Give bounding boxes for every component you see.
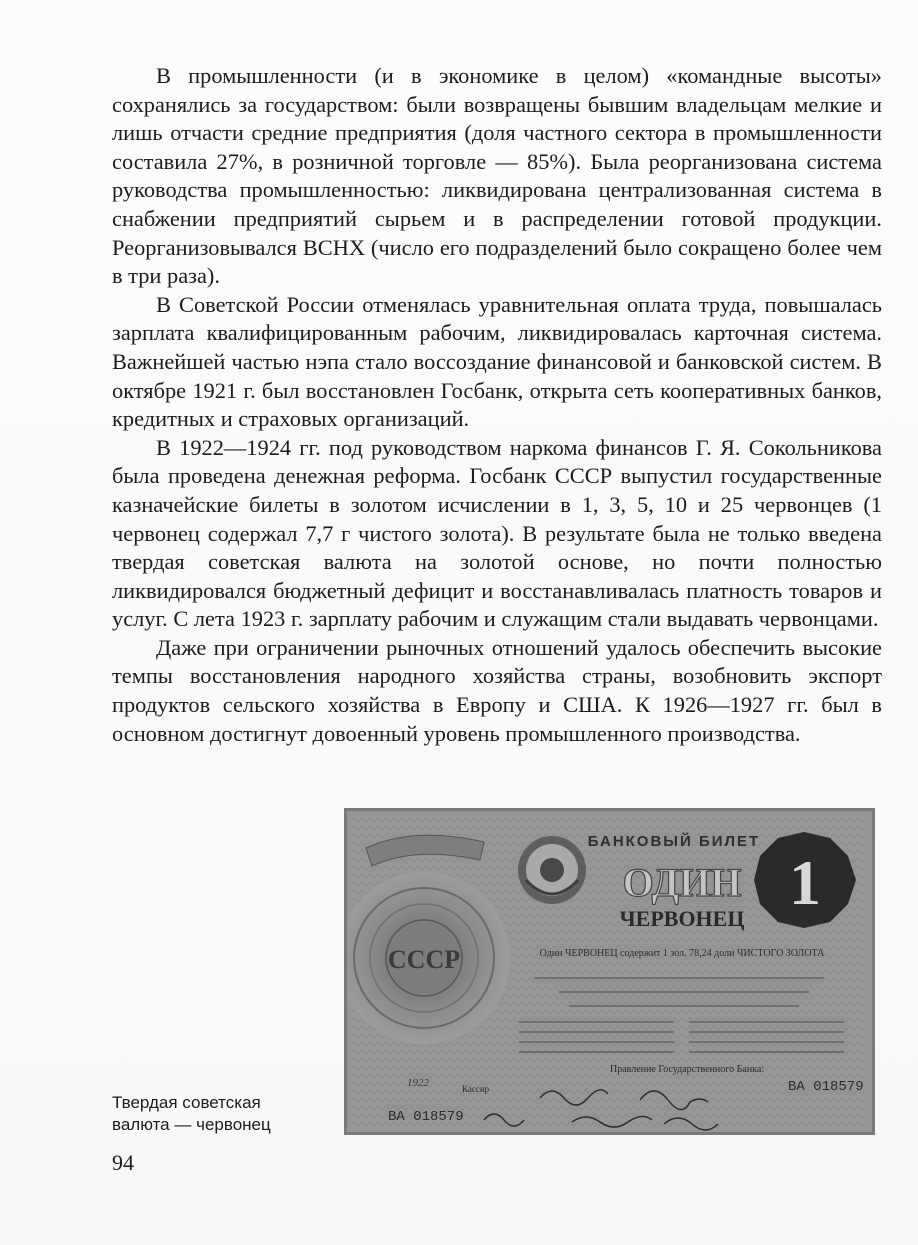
page-number: 94 [112, 1150, 134, 1175]
banknote-image [344, 808, 875, 1135]
body-text [112, 62, 882, 748]
cashier-text: Кассир [462, 1084, 490, 1094]
serial-number-left: ВА 018579 [388, 1109, 464, 1125]
emblem-letters: СССР [387, 945, 461, 974]
caption-line-1: Твердая советская [112, 1093, 261, 1112]
coat-of-arms-icon [518, 836, 586, 904]
banknote-currency: ЧЕРВОНЕЦ [619, 906, 745, 931]
figure-caption [112, 1092, 332, 1136]
bank-board-text: Правление Государственного Банка: [610, 1064, 765, 1075]
banknote-photo [344, 808, 875, 1135]
banknote-numeral: 1 [789, 847, 821, 918]
paragraph-3: В 1922—1924 гг. под руководством наркома финансов Г. Я. Сокольникова была проведена денежная реформа. Госбанк СССР выпустил государственные казначейские билеты в золотом исчислении в 1, 3, 5, 10 и 25 червонцев (1 червонец содержал 7,7 г чистого золота). В результате была не только введена твердая советская валюта на золотой основе, но почти полностью ликвидировался бюджетный дефицит и восстанавливалась платность товаров и услуг. С лета 1923 г. зарплату рабочим и служащим стали выдавать червонцами. [112, 434, 882, 632]
serial-number-right: ВА 018579 [788, 1079, 864, 1095]
paragraph-2: В Советской России отменялась уравнительная оплата труда, повышалась зарплата квалифицированным рабочим, ликвидировалась карточная система. Важнейшей частью нэпа стало воссоздание финансовой и банковской систем. В октябре 1921 г. был восстановлен Госбанк, открыта сеть кооперативных банков, кредитных и страховых организаций. [112, 291, 882, 432]
caption-line-2: валюта — червонец [112, 1115, 271, 1134]
banknote-denomination: ОДИН [622, 860, 742, 905]
banknote-year: 1922 [407, 1077, 429, 1089]
paragraph-4: Даже при ограничении рыночных отношений удалось обеспечить высокие темпы восстановления народного хозяйства страны, возобновить экспорт продуктов сельского хозяйства в Европу и США. К 1926—1927 гг. был в основном достигнут довоенный уровень промышленного производства. [112, 634, 882, 746]
gold-content-text: Один ЧЕРВОНЕЦ содержит 1 зол. 78,24 доли ЧИСТОГО ЗОЛОТА [539, 948, 825, 959]
paragraph-1: В промышленности (и в экономике в целом) «командные высоты» сохранялись за государством: были возвращены бывшим владельцам мелкие и лишь отчасти средние предприятия (доля частного сектора в промышленности составила 27%, в розничной торговле — 85%). Была реорганизована система руководства промышленностью: ликвидирована централизованная система в снабжении предприятий сырьем и в распределении готовой продукции. Реорганизовывался ВСНХ (число его подразделений было сокращено более чем в три раза). [112, 63, 882, 289]
banknote-header: БАНКОВЫЙ БИЛЕТ [587, 833, 761, 850]
